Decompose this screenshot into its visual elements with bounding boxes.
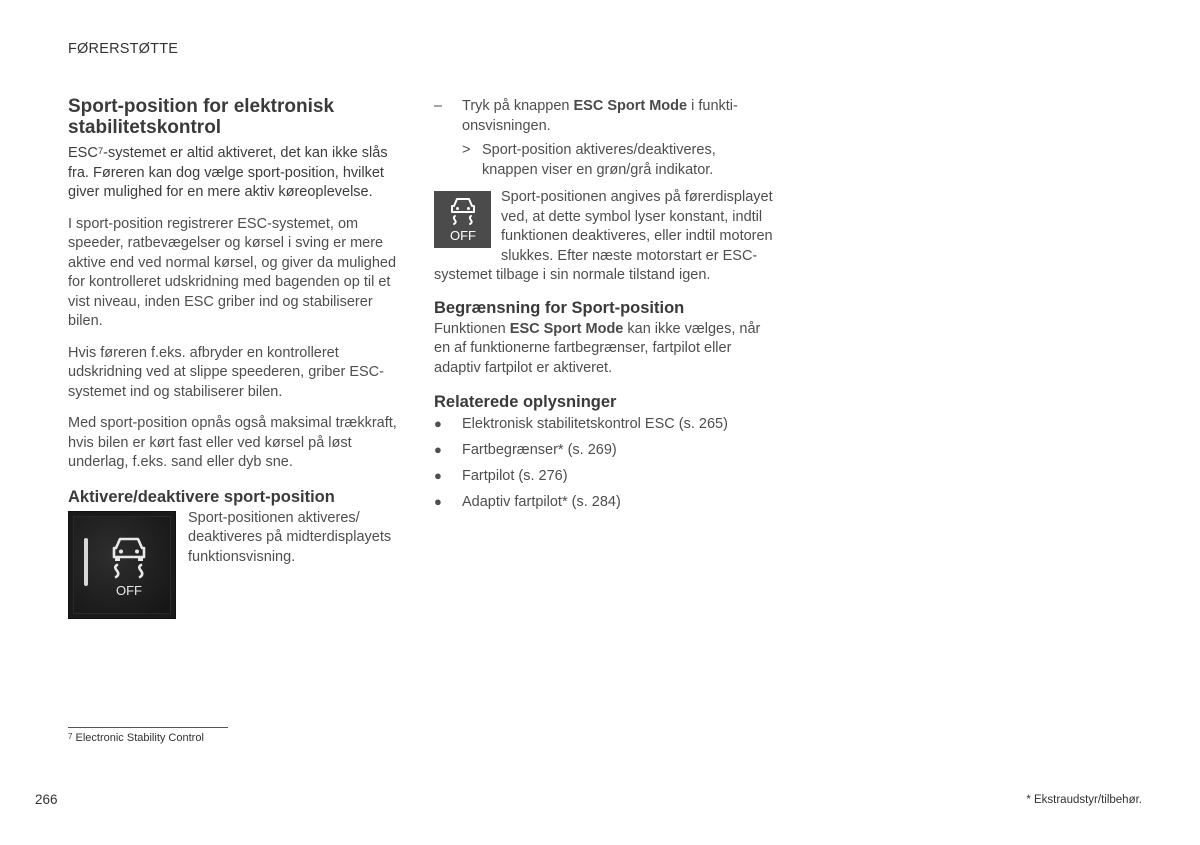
related-link-esc[interactable] xyxy=(434,414,774,434)
limit-paragraph xyxy=(434,320,774,379)
indicator-bar xyxy=(84,538,88,586)
section-header: FØRERSTØTTE xyxy=(68,41,179,57)
related-link-label: Elektronisk stabilitetskontrol ESC (s. 265) xyxy=(462,416,728,432)
symbol-text: Sport-positionen angives på førerdisplayet ved, at dette symbol lyser konstant, indtil funktionen deaktiveres, eller indtil motoren slukkes. Efter næste motorstart er ESC-systemet tilbage i sin normale tilstand igen. xyxy=(434,189,773,283)
bullet: ● xyxy=(434,468,442,483)
esc-sport-mode-term: ESC Sport Mode xyxy=(573,98,688,114)
related-link-label: Fartbegrænser* (s. 269) xyxy=(462,442,617,458)
result-marker: > xyxy=(462,142,471,158)
bullet: ● xyxy=(434,416,442,431)
step-prefix: Tryk på knappen xyxy=(462,98,574,114)
car-skid-off-symbol xyxy=(446,196,480,244)
esc-off-button-image xyxy=(68,511,176,619)
symbol-off-label: OFF xyxy=(450,228,476,243)
page-number: 266 xyxy=(35,792,58,807)
footnote-divider xyxy=(68,727,228,728)
footnote xyxy=(68,732,204,744)
page-title: Sport-position for elektronisk stabilitetskontrol xyxy=(68,96,335,138)
intro-text: -systemet er altid aktiveret, det kan ikke slås fra. Føreren kan dog vælge sport-position, hvilket giver mulighed for en mere aktiv køreoplevelse. xyxy=(68,145,388,200)
paragraph-max-traction: Med sport-position opnås også maksimal trækkraft, hvis bilen er kørt fast eller ved kørsel på løst underlag, f.eks. sand eller dyb sne. xyxy=(68,415,397,470)
button-off-label: OFF xyxy=(116,582,142,598)
related-link-label: Adaptiv fartpilot* (s. 284) xyxy=(462,494,621,510)
footnote-text: Electronic Stability Control xyxy=(72,732,204,744)
activate-text: Sport-positionen aktiveres/ deaktiveres på midterdisplayets funktionsvisning. xyxy=(188,509,392,565)
extras-note: * Ekstraudstyr/tilbehør. xyxy=(1026,794,1142,806)
related-link-speed-limiter[interactable] xyxy=(434,440,774,460)
footnote-ref[interactable]: 7 xyxy=(97,146,104,157)
limit-esc-sport-mode-term: ESC Sport Mode xyxy=(509,320,624,337)
esc-off-indicator-icon xyxy=(434,191,491,248)
activate-block xyxy=(68,509,400,621)
bullet: ● xyxy=(434,442,442,457)
related-link-label: Fartpilot (s. 276) xyxy=(462,468,568,484)
limit-heading: Begrænsning for Sport-position xyxy=(434,298,685,317)
activate-heading: Aktivere/deaktivere sport-position xyxy=(68,487,335,506)
left-column xyxy=(68,96,400,621)
footnote-number: 7 xyxy=(68,732,73,741)
related-heading: Relaterede oplysninger xyxy=(434,393,617,411)
limit-prefix: Funktionen xyxy=(434,320,510,337)
related-list xyxy=(434,414,774,512)
paragraph-sport-position: I sport-position registrerer ESC-systemet, om speeder, ratbevægelser og kørsel i sving er mere aktive end ved normal kørsel, og giver da mulighed for kontrolleret udskridning med bagenden op til et vist niveau, inden ESC griber ind og stabiliserer bilen. xyxy=(68,215,397,329)
car-skid-off-icon xyxy=(103,534,155,600)
step-dash: – xyxy=(434,98,443,114)
step-suffix: i funktionsvisningen. xyxy=(462,98,738,134)
paragraph-release-accelerator: Hvis føreren f.eks. afbryder en kontrolleret udskridning ved at slippe speederen, griber ESC-systemet ind og stabiliserer bilen. xyxy=(68,344,384,400)
instruction-step xyxy=(434,96,774,136)
limit-suffix: kan ikke vælges, når en af funktionerne fartbegrænser, fartpilot eller adaptiv fartpilot er aktiveret. xyxy=(434,320,761,376)
step-result xyxy=(434,140,774,180)
related-link-cruise-control[interactable] xyxy=(434,466,774,486)
bullet: ● xyxy=(434,494,442,509)
intro-esc: ESC xyxy=(68,145,98,161)
intro-paragraph xyxy=(68,144,400,203)
symbol-block xyxy=(434,188,774,286)
result-text: Sport-position aktiveres/deaktiveres, knappen viser en grøn/grå indikator. xyxy=(482,142,716,178)
right-column xyxy=(434,96,774,518)
related-link-adaptive-cruise[interactable] xyxy=(434,492,774,512)
